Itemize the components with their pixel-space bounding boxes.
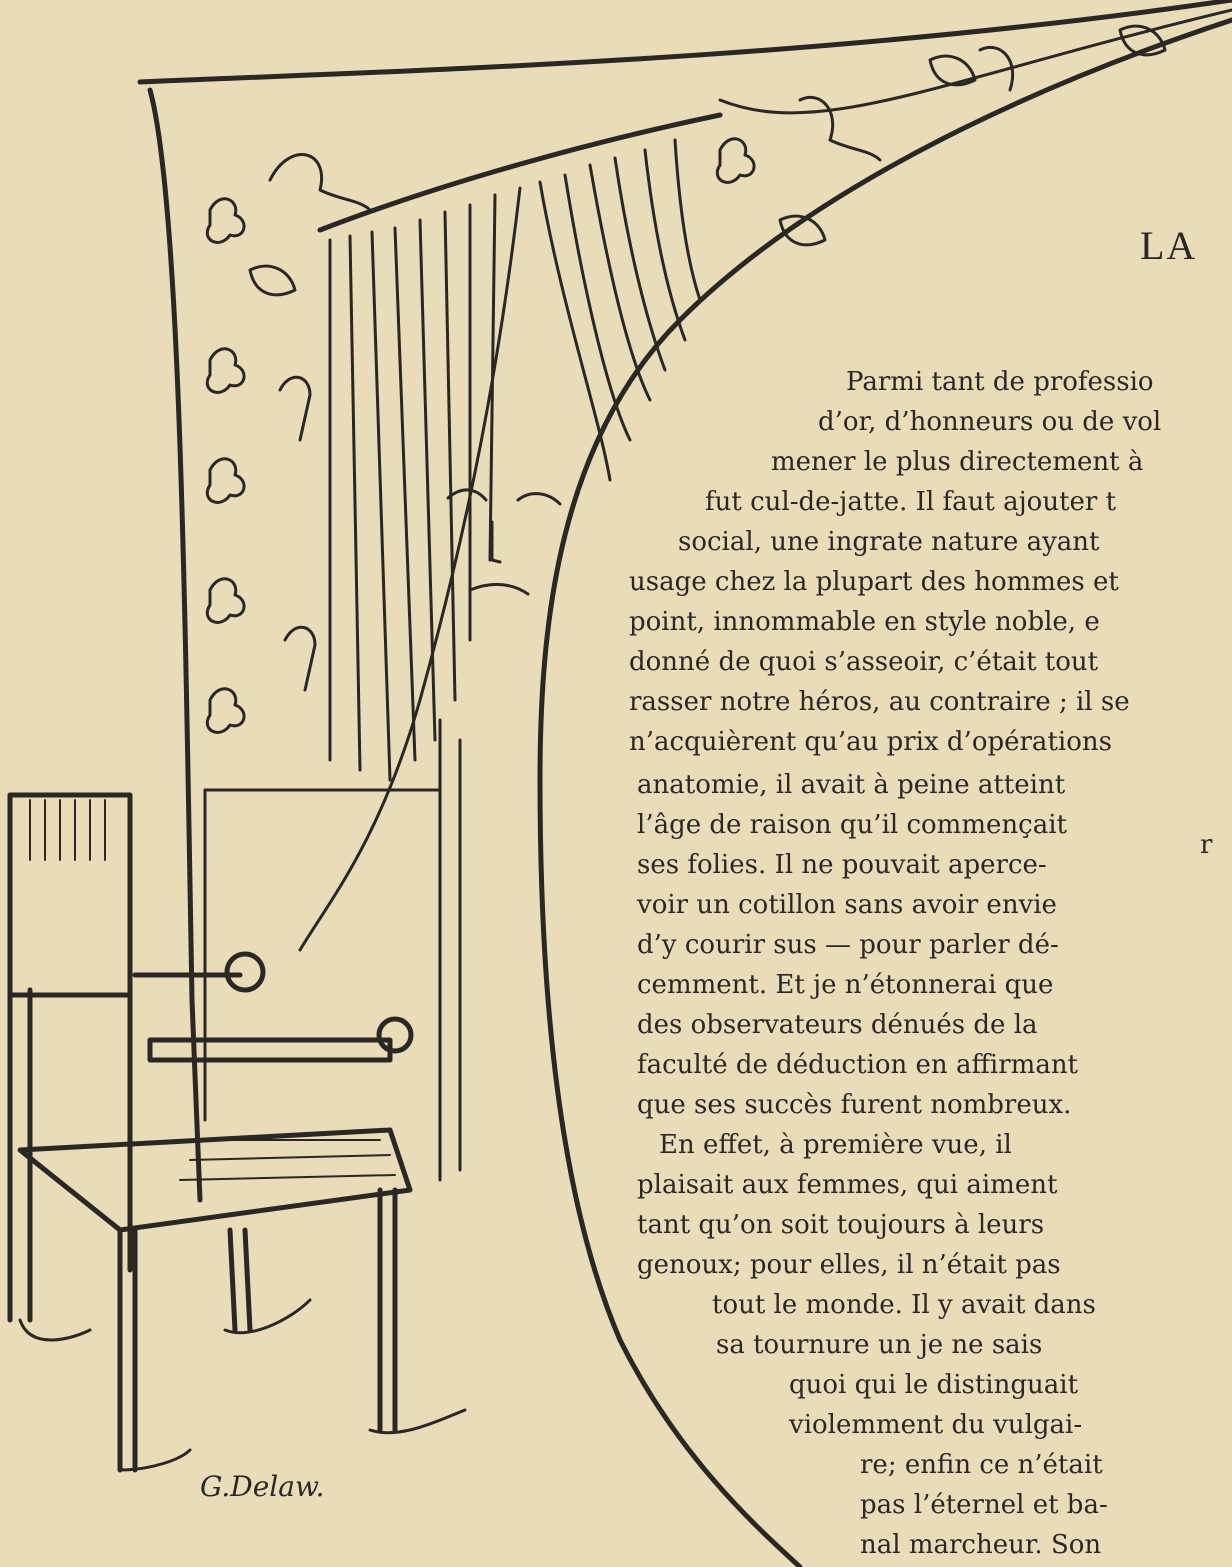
text-line: sa tournure un je ne sais bbox=[716, 1330, 1043, 1360]
text-line: usage chez la plupart des hommes et bbox=[629, 567, 1119, 597]
article-title: LA bbox=[1140, 223, 1198, 268]
curtain-left bbox=[300, 188, 520, 950]
text-line: En effet, à première vue, il bbox=[659, 1130, 1012, 1160]
text-line: plaisait aux femmes, qui aiment bbox=[637, 1170, 1058, 1200]
drape-outline bbox=[140, 0, 1232, 82]
artist-signature: G.Delaw. bbox=[200, 1470, 325, 1503]
window-frame bbox=[205, 720, 460, 1180]
text-line: point, innommable en style noble, e bbox=[629, 607, 1100, 637]
text-fragment: r bbox=[1200, 830, 1213, 860]
text-line: mener le plus directement à bbox=[771, 447, 1144, 477]
text-line: nal marcheur. Son bbox=[860, 1530, 1102, 1560]
text-line: l’âge de raison qu’il commençait bbox=[637, 810, 1067, 840]
text-line: Parmi tant de professio bbox=[846, 367, 1154, 397]
text-line: social, une ingrate nature ayant bbox=[678, 527, 1100, 557]
text-line: violemment du vulgai- bbox=[789, 1410, 1083, 1440]
chair bbox=[10, 795, 411, 1470]
text-line: voir un cotillon sans avoir envie bbox=[637, 890, 1057, 920]
text-line: anatomie, il avait à peine atteint bbox=[637, 770, 1066, 800]
text-line: d’y courir sus — pour parler dé- bbox=[637, 930, 1059, 960]
text-line: re; enfin ce n’était bbox=[860, 1450, 1103, 1480]
drape-inner-edge bbox=[150, 90, 200, 1200]
text-line: des observateurs dénués de la bbox=[637, 1010, 1038, 1040]
text-line: pas l’éternel et ba- bbox=[860, 1490, 1108, 1520]
chair-hatching bbox=[30, 800, 395, 1180]
chair-hands-feet bbox=[20, 1300, 465, 1470]
text-line: donné de quoi s’asseoir, c’était tout bbox=[629, 647, 1099, 677]
text-line: d’or, d’honneurs ou de vol bbox=[818, 407, 1162, 437]
curtain-face bbox=[448, 490, 560, 594]
text-line: faculté de déduction en affirmant bbox=[637, 1050, 1079, 1080]
text-line: que ses succès furent nombreux. bbox=[637, 1090, 1072, 1120]
text-line: quoi qui le distinguait bbox=[789, 1370, 1079, 1400]
text-line: ses folies. Il ne pouvait aperce- bbox=[637, 850, 1047, 880]
text-line: n’acquièrent qu’au prix d’opérations bbox=[629, 727, 1112, 757]
drape-pattern-edge bbox=[720, 10, 1232, 113]
text-line: rasser notre héros, au contraire ; il se bbox=[629, 687, 1130, 717]
text-line: fut cul-de-jatte. Il faut ajouter t bbox=[705, 487, 1117, 517]
curtain-right bbox=[540, 140, 700, 480]
text-line: tout le monde. Il y avait dans bbox=[712, 1290, 1096, 1320]
curtain-rod bbox=[320, 115, 720, 230]
text-line: tant qu’on soit toujours à leurs bbox=[637, 1210, 1045, 1240]
text-line: cemment. Et je n’étonnerai que bbox=[637, 970, 1054, 1000]
text-line: genoux; pour elles, il n’était pas bbox=[637, 1250, 1061, 1280]
